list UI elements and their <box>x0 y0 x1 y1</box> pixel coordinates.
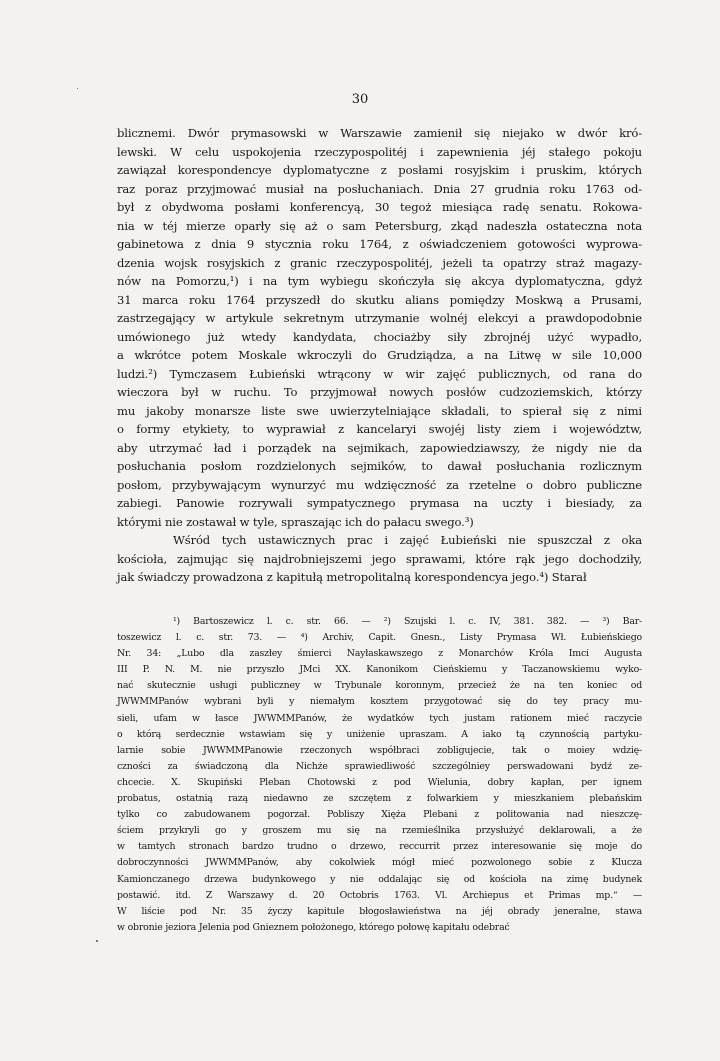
body-line: jak świadczy prowadzona z kapitułą metropolitalną korespondencya jego.⁴) Starał <box>117 570 587 584</box>
body-line: wieczora był w ruchu. To przyjmował nowych posłów cudzoziemskich, którzy <box>117 385 642 399</box>
body-line: posłom, przybywającym wynurzyć mu wdzięczność za rzetelne o dobro publiczne <box>117 477 642 492</box>
footnote-line: sieli, ufam w łasce JWWMMPanów, że wydatków tych justam rationem mieć raczycie <box>117 712 642 724</box>
footnote-line: Nr. 34: „Lubo dla zaszłey śmierci Nayłaskawszego z Monarchów Króla Imci Augusta <box>117 648 642 660</box>
body-line: zawiązał korespondencye dyplomatyczne z posłami rosyjskim i pruskim, których <box>117 163 642 177</box>
footnote-line: Kamionczanego drzewa budynkowego y nie oddalając się od kościoła na zimę budynek <box>117 873 642 885</box>
footnote-line: probatus, ostatnią razą niedawno ze szczętem z folwarkiem y mieszkaniem plebańskim <box>117 793 642 805</box>
footnote-line: toszewicz l. c. str. 73. — ⁴) Archiv, Capit. Gnesn., Listy Prymasa Wł. Łubieńskiego <box>117 632 642 644</box>
page-number: 30 <box>351 92 369 107</box>
footnote-line: JWWMMPanów wybrani byli y niemałym kosztem przygotować się do tey pracy mu- <box>117 696 642 708</box>
body-line: 31 marca roku 1764 przyszedł do skutku alians pomiędzy Moskwą a Prusami, <box>117 292 642 307</box>
body-line: aby utrzymać ład i porządek na sejmikach, zapowiedziawszy, że nigdy nie da <box>117 440 642 455</box>
footnote-line: tylko co zabudowanem pogorzał. Pobliszy Xięża Plebani z politowania nad nieszczę- <box>117 809 642 821</box>
footnote-line: dobroczynności JWWMMPanów, aby cokolwiek mógł mieć pozwolonego sobie z Klucza <box>117 857 642 869</box>
body-line: o formy etykiety, to wyprawiał z kancelaryi swojéj listy ziem i województw, <box>117 422 642 436</box>
body-line: raz poraz przyjmować musiał na posłuchaniach. Dnia 27 grudnia roku 1763 od- <box>117 181 642 196</box>
footnote-line: ¹) Bartoszewicz l. c. str. 66. — ²) Szujski l. c. IV, 381. 382. — ³) Bar- <box>173 616 642 627</box>
footnote-line: larnie sobie JWWMMPanowie rzeczonych współbraci zobligujecie, tak o moiey wdzię- <box>117 744 642 756</box>
body-line: ludzi.²) Tymczasem Łubieński wtrącony w wir zajęć publicznych, od rana do <box>117 366 642 381</box>
footnote-line: postawić. itd. Z Warszawy d. 20 Octobris 1763. Vl. Archiepus et Primas mp.“ — <box>117 889 642 901</box>
body-line: był z obydwoma posłami konferencyą, 30 tegoż miesiąca radę senatu. Rokowa- <box>117 200 642 214</box>
footnotes <box>117 614 642 936</box>
footnote-line: o którą serdecznie wstawiam się y uniżenie upraszam. A iako tą czynnością partyku- <box>117 728 642 740</box>
ink-speck <box>96 940 98 942</box>
body-line: nów na Pomorzu,¹) i na tym wybiegu skończyła się akcya dyplomatyczna, gdyż <box>117 274 642 288</box>
footnote-line: W liście pod Nr. 35 życzy kapitule błogosławieństwa na jéj obrady jeneralne, stawa <box>117 905 642 917</box>
footnote-line: w tamtych stronach bardzo trudno o drzewo, reccurrit przez interesowanie się moje do <box>117 841 642 853</box>
body-line: którymi nie zostawał w tyle, spraszając ich do pałacu swego.³) <box>117 514 474 529</box>
footnote-line: III P. N. M. nie przyszło JMci XX. Kanonikom Cieńskiemu y Taczanowskiemu wyko- <box>117 664 642 676</box>
body-line: blicznemi. Dwór prymasowski w Warszawie zamienił się niejako w dwór kró- <box>117 126 642 140</box>
body-line: nia w téj mierze oparły się aż o sam Petersburg, zkąd nadeszła ostateczna nota <box>117 218 642 233</box>
footnote-line: nać skutecznie usługi publiczney w Trybunale koronnym, przecież że na ten koniec od <box>117 680 642 692</box>
body-line: lewski. W celu uspokojenia rzeczypospolitéj i zapewnienia jéj stałego pokoju <box>117 144 642 159</box>
body-line: dzenia wojsk rosyjskich z granic rzeczypospolitéj, jeżeli ta opatrzy straż magazy- <box>117 255 642 270</box>
body-line: posłuchania posłom rozdzielonych sejmików, to dawał posłuchania rozlicznym <box>117 459 642 473</box>
body-line: Wśród tych ustawicznych prac i zajęć Łubieński nie spuszczał z oka <box>173 533 642 547</box>
body-line: zastrzegający w artykule sekretnym utrzymanie wolnéj elekcyi a prawdopodobnie <box>117 311 642 325</box>
body-line: a wkrótce potem Moskale wkroczyli do Grudziądza, a na Litwę w sile 10,000 <box>117 348 642 362</box>
footnote-line: ściem przykryli go y groszem mu się na rzemieślnika przysłużyć deklarowali, a że <box>117 825 642 837</box>
body-text <box>117 124 642 587</box>
body-line: umówionego już wtedy kandydata, chociażby siły zbrojnéj użyć wypadło, <box>117 329 642 344</box>
footnote-line: w obronie jeziora Jelenia pod Gnieznem położonego, którego połowę kapitału odebrać <box>117 921 510 933</box>
body-line: gabinetowa z dnia 9 stycznia roku 1764, z oświadczeniem gotowości wyprowa- <box>117 237 642 251</box>
body-line: mu jakoby monarsze liste swe uwierzytelniające składali, to spierał się z nimi <box>117 403 642 418</box>
ink-speck <box>77 88 78 89</box>
body-line: kościoła, zajmując się najdrobniejszemi jego sprawami, które rąk jego dochodziły, <box>117 551 642 566</box>
footnote-line: chcecie. X. Skupiński Pleban Chotowski z pod Wielunia, dobry kapłan, per ignem <box>117 776 642 788</box>
footnote-line: czności za świadczoną dla Nichże sprawiedliwość szczególniey perswadowani bydź ze- <box>117 760 642 772</box>
body-line: zabiegi. Panowie rozrywali sympatycznego prymasa na uczty i biesiady, za <box>117 496 642 510</box>
